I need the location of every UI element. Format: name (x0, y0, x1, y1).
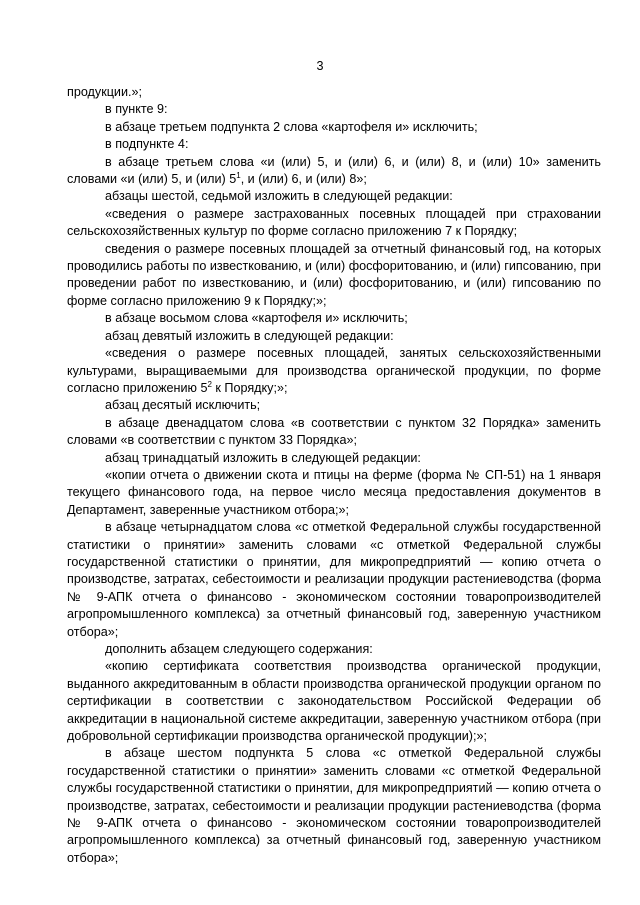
paragraph (67, 658, 601, 745)
paragraph-text: сведения о размере посевных площадей за отчетный финансовый год, на которых проводились работы по известкованию, и (или) фосфоритованию, и (или) гипсованию, при проведении работ по известкованию, и (или) фосфоритованию, и (или) гипсованию по форме согласно приложению 9 к Порядку;»; (67, 241, 601, 308)
paragraph-text: абзац десятый исключить; (105, 398, 261, 413)
paragraph (67, 745, 601, 867)
paragraph (67, 84, 601, 101)
paragraph (67, 450, 601, 467)
paragraph-text: к Порядку;»; (211, 380, 288, 395)
paragraph-text: в подпункте 4: (105, 137, 189, 152)
paragraph (67, 397, 601, 414)
paragraph-text: в абзаце третьем подпункта 2 слова «картофеля и» исключить; (105, 119, 478, 134)
document-body (67, 0, 601, 867)
paragraph (67, 415, 601, 450)
paragraph (67, 136, 601, 153)
paragraph (67, 188, 601, 205)
paragraph-text: в абзаце третьем слова «и (или) 5, и (или) 6, и (или) 8, и (или) 10» заменить словами «и (или) 5, и (или) 5 (67, 154, 601, 187)
paragraph-text: , и (или) 6, и (или) 8»; (240, 172, 367, 187)
paragraph-text: абзац девятый изложить в следующей редакции: (105, 328, 394, 343)
paragraph (67, 641, 601, 658)
paragraph-text: абзац тринадцатый изложить в следующей редакции: (105, 450, 421, 465)
paragraph-text: «сведения о размере посевных площадей, занятых сельскохозяйственными культурами, выращиваемыми для производства органической продукции, по форме согласно приложению 5 (67, 346, 601, 395)
paragraph (67, 519, 601, 641)
paragraph-text: продукции.»; (67, 85, 142, 99)
paragraph-text: «сведения о размере застрахованных посевных площадей при страховании сельскохозяйственных культур по форме согласно приложению 7 к Порядку; (67, 206, 601, 239)
paragraph-text: в абзаце шестом подпункта 5 слова «с отметкой Федеральной службы государственной статистики о принятии» заменить словами «с отметкой Федеральной службы государственной статистики о принятии, для микропредприятий — копию отчета о производстве, затратах, себестоимости и реализации продукции растениеводства (форма № 9-АПК отчета о финансово - экономическом состоянии товаропроизводителей агропромышленного комплекса) за отчетный финансовый год, заверенную участником отбора»; (67, 746, 601, 865)
paragraph (67, 467, 601, 519)
paragraph (67, 154, 601, 189)
paragraph (67, 310, 601, 327)
superscript: 1 (236, 171, 241, 181)
paragraph-text: в абзаце двенадцатом слова «в соответствии с пунктом 32 Порядка» заменить словами «в соответствии с пунктом 33 Порядка»; (67, 415, 601, 448)
paragraph-text: «копии отчета о движении скота и птицы на ферме (форма № СП-51) на 1 января текущего финансового года, на первое число месяца предоставления документов в Департамент, заверенные участником отбора;»; (67, 467, 601, 517)
paragraph-text: «копию сертификата соответствия производства органической продукции, выданного аккредитованным в области производства органической продукции органом по сертификации в соответствии с законодательством Российской Федерации об аккредитации в национальной системе аккредитации, заверенную участником отбора (при добровольной сертификации производства органической продукции);»; (67, 659, 601, 744)
paragraph (67, 241, 601, 311)
paragraph (67, 101, 601, 118)
paragraph (67, 345, 601, 397)
paragraph-text: абзацы шестой, седьмой изложить в следующей редакции: (105, 189, 453, 204)
paragraph-text: в абзаце четырнадцатом слова «с отметкой Федеральной службы государственной статистики о принятии» заменить словами «с отметкой Федеральной службы государственной статистики о принятии, для микропредприятий — копию отчета о производстве, затратах, себестоимости и реализации продукции растениеводства (форма № 9-АПК отчета о финансово - экономическом состоянии товаропроизводителей агропромышленного комплекса) за отчетный финансовый год, заверенную участником отбора»; (67, 520, 601, 639)
paragraph (67, 119, 601, 136)
page-number: 3 (316, 59, 324, 73)
paragraph-text: в абзаце восьмом слова «картофеля и» исключить; (105, 311, 408, 326)
paragraph-text: дополнить абзацем следующего содержания: (105, 642, 373, 656)
paragraph (67, 206, 601, 241)
paragraph (67, 328, 601, 345)
superscript: 2 (207, 379, 212, 389)
paragraph-text: в пункте 9: (105, 102, 168, 117)
